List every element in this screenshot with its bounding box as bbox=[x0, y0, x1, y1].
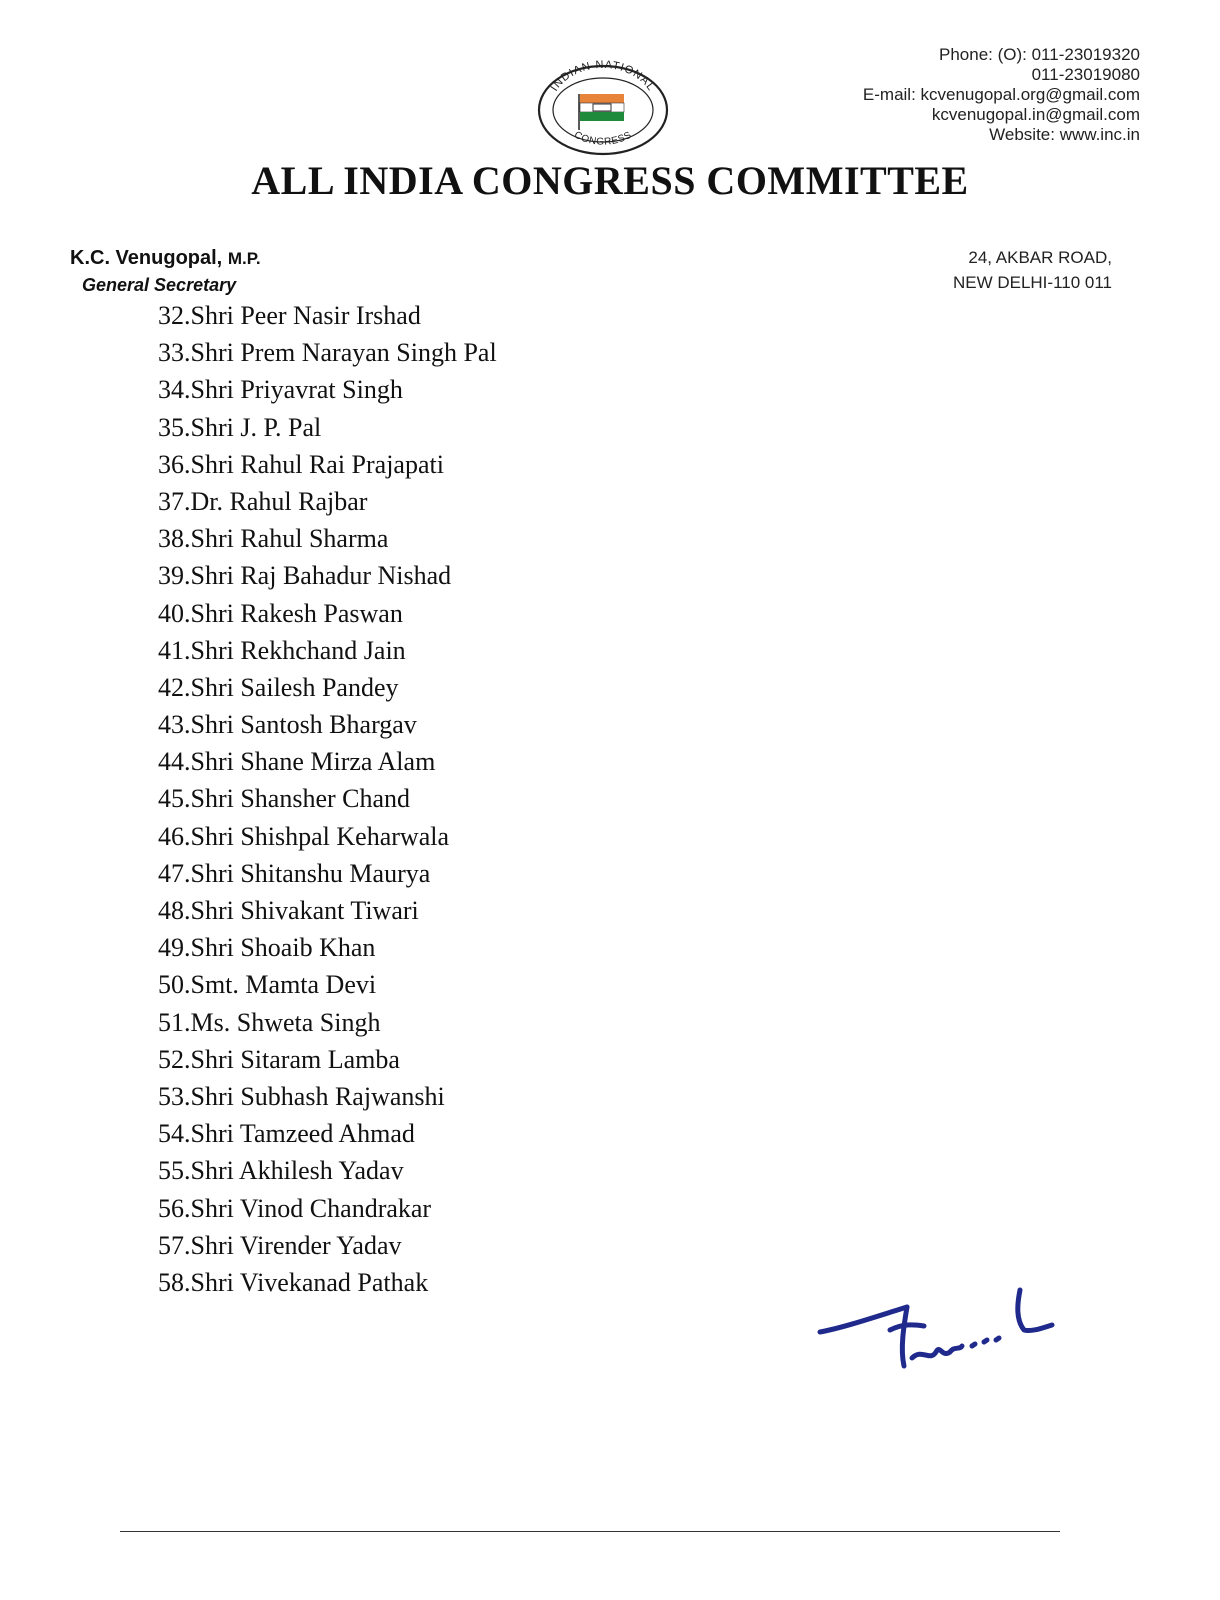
address-line-1: 24, AKBAR ROAD, bbox=[968, 248, 1112, 267]
sender-suffix: M.P. bbox=[227, 249, 261, 268]
list-item: 45.Shri Shansher Chand bbox=[158, 784, 411, 814]
sender-name: K.C. Venugopal, bbox=[70, 247, 223, 269]
email-secondary: kcvenugopal.in@gmail.com bbox=[931, 105, 1140, 124]
organization-title: ALL INDIA CONGRESS COMMITTEE bbox=[251, 158, 969, 203]
email-primary: E-mail: kcvenugopal.org@gmail.com bbox=[862, 85, 1140, 104]
sender-block bbox=[70, 245, 261, 298]
list-item: 51.Ms. Shweta Singh bbox=[158, 1007, 381, 1037]
footer-divider bbox=[120, 1531, 1060, 1532]
list-item: 43.Shri Santosh Bhargav bbox=[158, 710, 417, 740]
sender-name-line bbox=[70, 245, 261, 272]
handwritten-signature bbox=[812, 1280, 1062, 1380]
contact-block bbox=[863, 45, 1140, 145]
list-item: 36.Shri Rahul Rai Prajapati bbox=[158, 449, 444, 479]
phone-secondary: 011-23019080 bbox=[1031, 65, 1140, 84]
address-line-2: NEW DELHI-110 011 bbox=[952, 273, 1112, 292]
website: Website: www.inc.in bbox=[989, 125, 1140, 144]
member-list bbox=[158, 300, 497, 1304]
list-item: 48.Shri Shivakant Tiwari bbox=[158, 896, 419, 925]
list-item: 38.Shri Rahul Sharma bbox=[158, 524, 389, 554]
list-item: 40.Shri Rakesh Paswan bbox=[158, 598, 403, 628]
list-item: 35.Shri J. P. Pal bbox=[158, 412, 322, 442]
phone-primary: Phone: (O): 011-23019320 bbox=[939, 45, 1140, 64]
list-item: 32.Shri Peer Nasir Irshad bbox=[158, 301, 421, 330]
congress-emblem-icon bbox=[533, 58, 673, 158]
list-item: 42.Shri Sailesh Pandey bbox=[158, 672, 399, 702]
emblem-bottom-text: CONGRESS bbox=[572, 129, 634, 148]
list-item: 34.Shri Priyavrat Singh bbox=[158, 375, 403, 405]
flag-icon bbox=[579, 94, 624, 130]
list-item: 54.Shri Tamzeed Ahmad bbox=[158, 1119, 415, 1149]
emblem-top-text: INDIAN NATIONAL bbox=[548, 58, 658, 94]
list-item: 52.Shri Sitaram Lamba bbox=[158, 1044, 400, 1074]
list-item: 33.Shri Prem Narayan Singh Pal bbox=[158, 338, 497, 368]
list-item: 53.Shri Subhash Rajwanshi bbox=[158, 1081, 445, 1111]
sender-role: General Secretary bbox=[82, 275, 237, 295]
list-item: 41.Shri Rekhchand Jain bbox=[158, 635, 406, 665]
list-item: 55.Shri Akhilesh Yadav bbox=[158, 1156, 404, 1186]
list-item: 49.Shri Shoaib Khan bbox=[158, 933, 376, 963]
list-item: 56.Shri Vinod Chandrakar bbox=[158, 1193, 432, 1223]
address-block bbox=[953, 245, 1112, 295]
svg-text:CONGRESS bbox=[572, 130, 634, 148]
list-item: 44.Shri Shane Mirza Alam bbox=[158, 747, 436, 777]
list-item: 37.Dr. Rahul Rajbar bbox=[158, 486, 368, 516]
list-item: 58.Shri Vivekanad Pathak bbox=[158, 1267, 429, 1297]
list-item: 39.Shri Raj Bahadur Nishad bbox=[158, 561, 452, 591]
list-item: 57.Shri Virender Yadav bbox=[158, 1230, 402, 1260]
list-item: 50.Smt. Mamta Devi bbox=[158, 970, 377, 1000]
svg-text:INDIAN NATIONAL bbox=[549, 59, 658, 94]
list-item: 46.Shri Shishpal Keharwala bbox=[158, 821, 450, 851]
list-item: 47.Shri Shitanshu Maurya bbox=[158, 858, 431, 888]
